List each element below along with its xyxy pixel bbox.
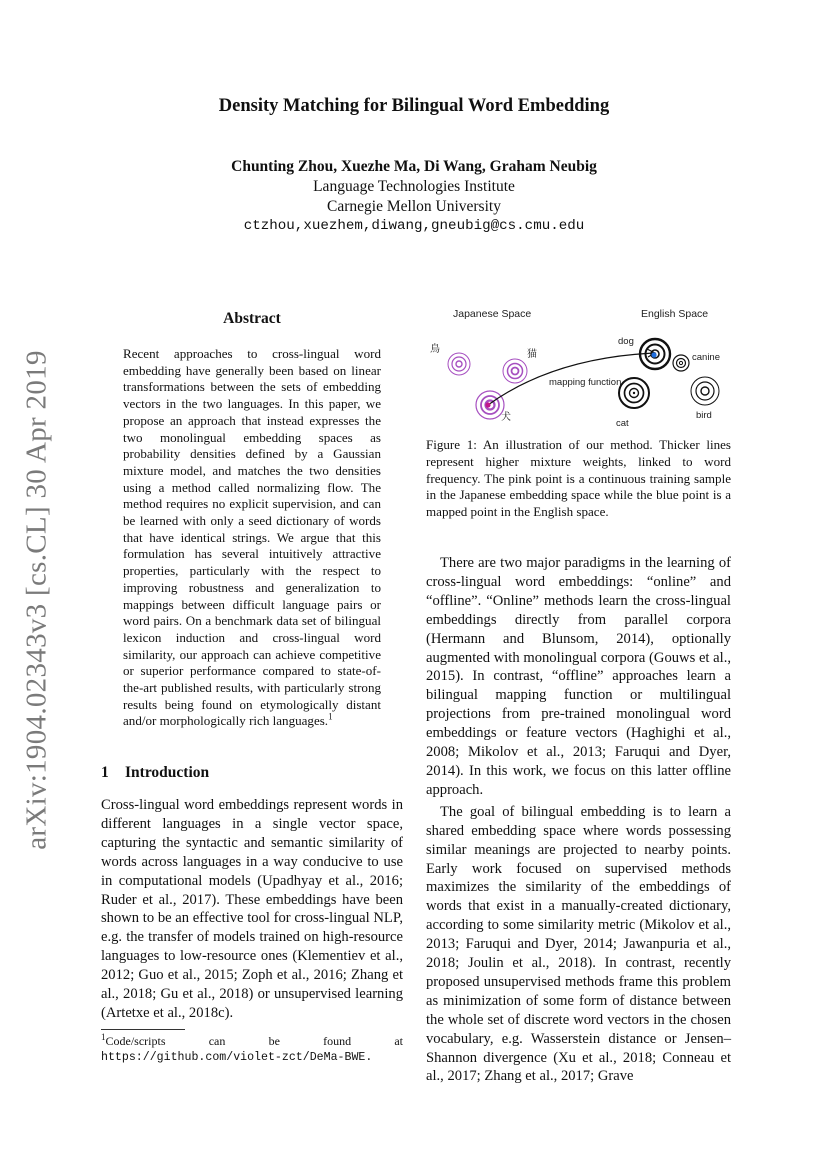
dog-label: dog <box>618 336 634 347</box>
dog-jp-label: 犬 <box>501 412 511 423</box>
intro-left-paragraph: Cross-lingual word embeddings represent words in different languages in a single vector space, capturing the syntactic and semantic similarity of words across languages in a way conducive to use in computational models (Upadhyay et al., 2016; Ruder et al., 2017). These embeddings have been shown to be an effective tool for cross-lingual NLP, e.g. the transfer of models trained on high-resource languages to low-resource ones (Klementiev et al., 2012; Guo et al., 2015; Zoph et al., 2016; Zhang et al., 2018; Gu et al., 2018) or unsupervised learning (Artetxe et al., 2018c). <box>101 797 403 1021</box>
intro-right-column <box>426 554 731 1086</box>
footnote-rule <box>101 1029 185 1030</box>
abstract-footnote-mark: 1 <box>328 712 333 723</box>
abstract-body <box>123 346 381 730</box>
figure-illustration <box>418 300 738 432</box>
japanese-space-label: Japanese Space <box>453 308 532 320</box>
japanese-cluster-cat <box>503 359 527 383</box>
japanese-cluster-bird <box>448 353 470 375</box>
section-heading-introduction <box>101 764 209 782</box>
cat-label: cat <box>616 418 629 429</box>
cat-jp-label: 猫 <box>527 349 537 360</box>
author-list: Chunting Zhou, Xuezhe Ma, Di Wang, Graham Neubig <box>231 158 597 175</box>
intro-right-paragraph-1: There are two major paradigms in the learning of cross-lingual word embeddings: “online” and “offline”. “Online” methods learn the cross-lingual embeddings directly from parallel corpora (Hermann and Blunsom, 2014), optionally augmented with monolingual corpora (Gouws et al., 2015). In contrast, “offline” approaches learn a bilingual mapping function or multilingual projections from pre-trained monolingual word embeddings or feature vectors (Haghighi et al., 2008; Mikolov et al., 2013; Faruqui and Dyer, 2014). In this work, we focus on this latter offline approach. <box>426 555 731 798</box>
author-emails: ctzhou,xuezhem,diwang,gneubig@cs.cmu.edu <box>243 218 585 234</box>
canine-label: canine <box>692 352 720 363</box>
english-cluster-cat <box>619 378 649 408</box>
footnote <box>101 1034 403 1065</box>
intro-right-paragraph-2: The goal of bilingual embedding is to learn a shared embedding space where words possessing similar meanings are projected to nearby points. Early work focused on supervised methods maximizes the similarity of the embeddings of words that exist in a manually-created dictionary, according to some similarity metric (Mikolov et al., 2013; Faruqui and Dyer, 2014; Jawanpuria et al., 2018; Joulin et al., 2018). In contrast, recently proposed unsupervised methods frame this problem as minimization of some form of distance between the whole set of discrete word vectors in the chosen vocabulary, e.g. Wasserstein distance or Jensen–Shannon divergence (Xu et al., 2018; Conneau et al., 2017; Zhang et al., 2017; Grave <box>426 803 731 1085</box>
affiliation-institute: Language Technologies Institute <box>313 178 515 195</box>
abstract-text: Recent approaches to cross-lingual word embedding have generally been based on linear transformations between the sets of embedding vectors in the two languages. In this paper, we propose an approach that instead expresses the two monolingual embedding spaces as probability densities defined by a Gaussian mixture model, and matches the two densities using a method called normalizing flow. The method requires no explicit supervision, and can be learned with only a seed dictionary of words that have identical strings. We argue that this formulation has several intuitively attractive properties, particularly with the respect to improving robustness and generalization to mappings between difficult language pairs or word pairs. On a benchmark data set of bilingual lexicon induction and cross-lingual word similarity, our approach can achieve competitive or superior performance compared to state-of-the-art published results, with particularly strong results being found on etymologically distant and/or morphologically rich languages. <box>123 346 381 729</box>
mapping-function-label: mapping function <box>549 377 622 388</box>
english-space-label: English Space <box>641 308 709 320</box>
figure-svg <box>418 300 738 432</box>
figure-caption: Figure 1: An illustration of our method. Thicker lines represent higher mixture weights, linked to word frequency. The pink point is a continuous training sample in the Japanese embedding space while the blue point is a mapped point in the English space. <box>426 437 731 520</box>
pink-training-point <box>485 402 490 407</box>
bird-jp-label: 鳥 <box>430 344 440 355</box>
english-cluster-bird <box>691 377 719 405</box>
affiliation-university: Carnegie Mellon University <box>327 198 501 215</box>
paper-title: Density Matching for Bilingual Word Embedding <box>218 96 610 116</box>
english-cluster-canine <box>673 355 689 371</box>
arxiv-id-text: arXiv:1904.02343v3 [cs.CL] 30 Apr 2019 <box>20 350 53 850</box>
footnote-url-link[interactable]: https://github.com/violet-zct/DeMa-BWE. <box>101 1051 373 1064</box>
abstract-heading: Abstract <box>223 310 281 327</box>
footnote-mark: 1 <box>101 1032 106 1042</box>
section-title: Introduction <box>125 764 210 781</box>
blue-mapped-point <box>651 352 656 357</box>
arxiv-identifier <box>14 350 60 850</box>
footnote-text: Code/scripts can be found at <box>105 1034 403 1048</box>
bird-label: bird <box>696 410 712 421</box>
section-number: 1 <box>101 764 109 781</box>
